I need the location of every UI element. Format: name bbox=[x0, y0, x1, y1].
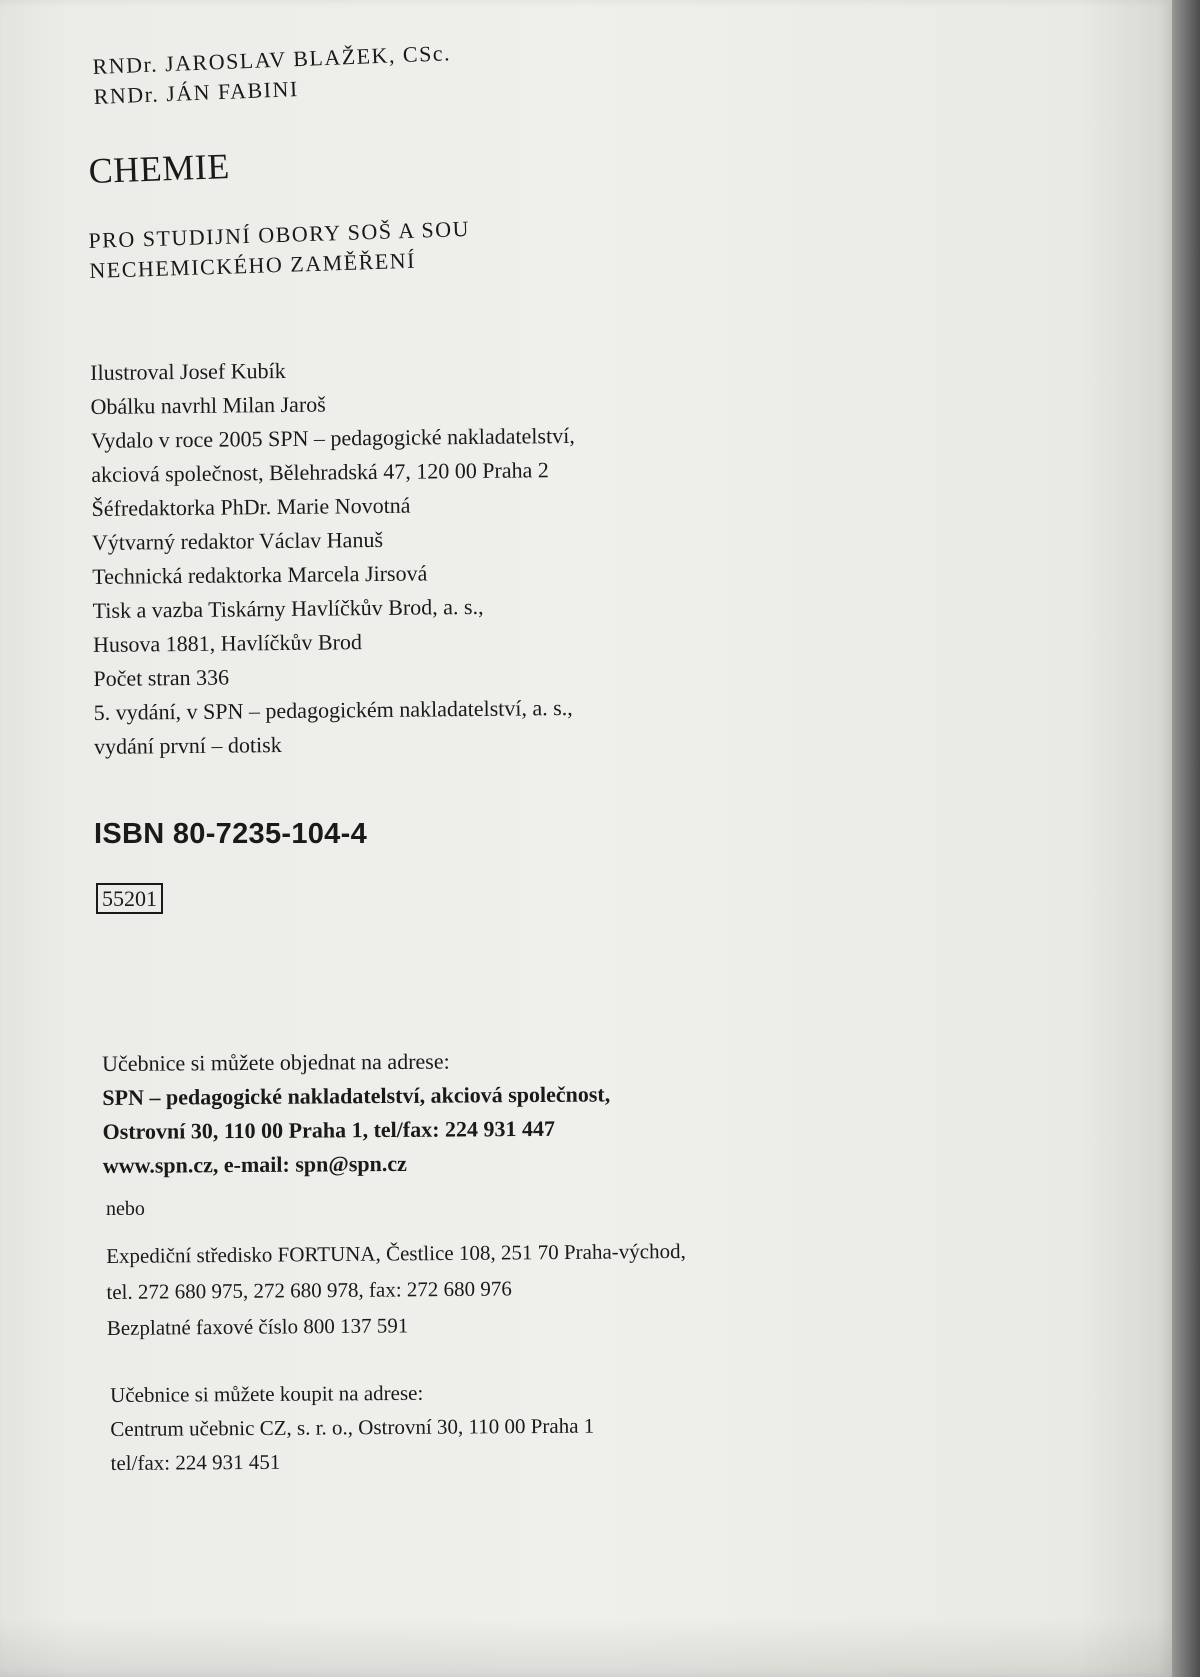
order-line: Ostrovní 30, 110 00 Praha 1, tel/fax: 224 931 447 bbox=[102, 1115, 556, 1144]
order-intro: Učebnice si můžete objednat na adrese: bbox=[102, 1048, 450, 1076]
buy-line: Učebnice si můžete koupit na adrese: bbox=[110, 1380, 424, 1407]
expedition-block bbox=[106, 1233, 687, 1346]
nebo-separator: nebo bbox=[106, 1198, 145, 1220]
expedition-line: Bezplatné faxové číslo 800 137 591 bbox=[106, 1313, 409, 1340]
expedition-line: Expediční středisko FORTUNA, Čestlice 108, 251 70 Praha-východ, bbox=[106, 1238, 686, 1268]
book-title: CHEMIE bbox=[88, 146, 231, 191]
credit-line: akciová společnost, Bělehradská 47, 120 00 Praha 2 bbox=[91, 457, 549, 487]
isbn-number: ISBN 80-7235-104-4 bbox=[94, 818, 367, 850]
book-subtitle bbox=[88, 214, 471, 286]
credit-line: Husova 1881, Havlíčkův Brod bbox=[92, 629, 362, 657]
order-line: SPN – pedagogické nakladatelství, akciová společnost, bbox=[102, 1081, 611, 1110]
order-address-block bbox=[102, 1043, 611, 1183]
credit-line: Obálku navrhl Milan Jaroš bbox=[90, 391, 326, 419]
buy-line: tel/fax: 224 931 451 bbox=[110, 1449, 281, 1475]
credit-line: vydání první – dotisk bbox=[93, 732, 282, 759]
credit-line: 5. vydání, v SPN – pedagogickém nakladatelství, a. s., bbox=[93, 694, 573, 725]
credit-line: Ilustroval Josef Kubík bbox=[90, 357, 286, 385]
expedition-line: tel. 272 680 975, 272 680 978, fax: 272 680 976 bbox=[106, 1276, 512, 1304]
credit-line: Šéfredaktorka PhDr. Marie Novotná bbox=[91, 492, 411, 521]
buy-address-block bbox=[110, 1375, 595, 1480]
credit-line: Technická redaktorka Marcela Jirsová bbox=[92, 560, 428, 589]
credit-line: Tisk a vazba Tiskárny Havlíčkův Brod, a. s., bbox=[92, 593, 484, 623]
buy-line: Centrum učebnic CZ, s. r. o., Ostrovní 30, 110 00 Praha 1 bbox=[110, 1413, 595, 1441]
author-name: RNDr. JAROSLAV BLAŽEK, CSc. bbox=[92, 40, 452, 79]
credits-block bbox=[90, 351, 578, 764]
order-line: www.spn.cz, e-mail: spn@spn.cz bbox=[102, 1150, 407, 1178]
catalog-code-box: 55201 bbox=[96, 883, 163, 914]
credit-line: Počet stran 336 bbox=[93, 664, 230, 691]
subtitle-line: PRO STUDIJNÍ OBORY SOŠ A SOU bbox=[88, 216, 471, 253]
credit-line: Výtvarný redaktor Václav Hanuš bbox=[91, 526, 384, 555]
authors-block bbox=[92, 38, 453, 112]
page-bottom-shade bbox=[0, 1617, 1172, 1677]
author-name: RNDr. JÁN FABINI bbox=[93, 76, 300, 109]
subtitle-line: NECHEMICKÉHO ZAMĚŘENÍ bbox=[89, 247, 417, 283]
credit-line: Vydalo v roce 2005 SPN – pedagogické nakladatelství, bbox=[90, 422, 575, 453]
